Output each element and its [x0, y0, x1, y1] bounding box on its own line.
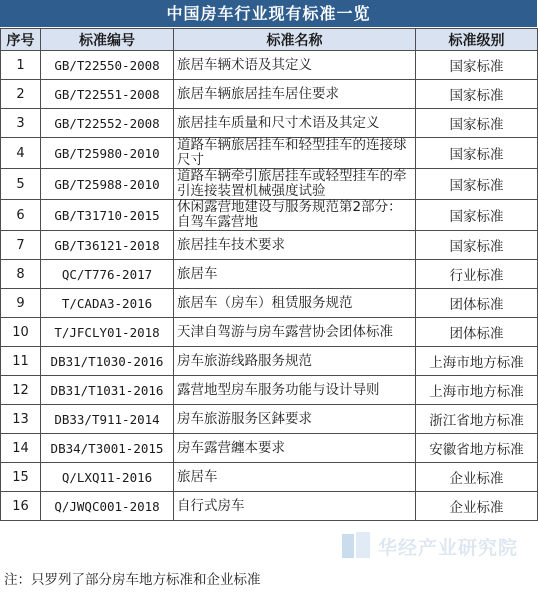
cell-level: 企业标准 [416, 463, 538, 492]
table-row [1, 376, 538, 405]
cell-name: 天津自驾游与房车露营协会团体标准 [174, 318, 416, 347]
cell-name: 房车露营纏本要求 [174, 434, 416, 463]
cell-code: GB/T25980-2010 [41, 138, 174, 169]
hj-logo-icon [340, 530, 374, 560]
table-row [1, 138, 538, 169]
cell-index: 8 [1, 260, 41, 289]
cell-name: 房车旅游线路服务规范 [174, 347, 416, 376]
cell-name: 旅居车（房车）租赁服务规范 [174, 289, 416, 318]
table-row [1, 405, 538, 434]
cell-index: 15 [1, 463, 41, 492]
table-row [1, 347, 538, 376]
cell-name: 休闲露营地建设与服务规范第2部分：自驾车露营地 [174, 200, 416, 231]
table-title: 中国房车行业现有标准一览 [0, 0, 537, 28]
table-row [1, 80, 538, 109]
cell-code: GB/T31710-2015 [41, 200, 174, 231]
cell-code: GB/T22550-2008 [41, 51, 174, 80]
cell-level: 团体标准 [416, 318, 538, 347]
cell-name: 房车旅游服务区鉢要求 [174, 405, 416, 434]
header-name: 标准名称 [174, 29, 416, 51]
cell-code: T/JFCLY01-2018 [41, 318, 174, 347]
cell-level: 上海市地方标准 [416, 376, 538, 405]
cell-level: 国家标准 [416, 80, 538, 109]
header-code: 标准编号 [41, 29, 174, 51]
cell-code: DB33/T911-2014 [41, 405, 174, 434]
cell-level: 国家标准 [416, 138, 538, 169]
table-header-row [1, 29, 538, 51]
cell-level: 行业标准 [416, 260, 538, 289]
cell-code: GB/T22551-2008 [41, 80, 174, 109]
cell-code: Q/JWQC001-2018 [41, 492, 174, 521]
cell-level: 国家标准 [416, 200, 538, 231]
cell-level: 企业标准 [416, 492, 538, 521]
cell-name: 旅居车辆术语及其定义 [174, 51, 416, 80]
footnote: 注：只罗列了部分房车地方标准和企业标准 [4, 572, 261, 588]
watermark-text: 华经产业研究院 [378, 537, 519, 559]
cell-name: 旅居车 [174, 260, 416, 289]
cell-name: 露营地型房车服务功能与设计导则 [174, 376, 416, 405]
cell-code: DB31/T1031-2016 [41, 376, 174, 405]
cell-index: 11 [1, 347, 41, 376]
cell-name: 旅居挂车质量和尺寸术语及其定义 [174, 109, 416, 138]
cell-name: 道路车辆牵引旅居挂车或轻型挂车的牵引连接装置机械强度试验 [174, 169, 416, 200]
cell-name: 旅居车 [174, 463, 416, 492]
cell-level: 团体标准 [416, 289, 538, 318]
cell-index: 9 [1, 289, 41, 318]
watermark [340, 528, 530, 562]
cell-code: GB/T36121-2018 [41, 231, 174, 260]
table-row [1, 51, 538, 80]
cell-name: 道路车辆旅居挂车和轻型挂车的连接球尺寸 [174, 138, 416, 169]
cell-level: 安徽省地方标准 [416, 434, 538, 463]
cell-level: 国家标准 [416, 109, 538, 138]
cell-level: 国家标准 [416, 51, 538, 80]
table-row [1, 200, 538, 231]
table-row [1, 463, 538, 492]
cell-code: GB/T22552-2008 [41, 109, 174, 138]
cell-index: 7 [1, 231, 41, 260]
cell-code: QC/T776-2017 [41, 260, 174, 289]
cell-index: 16 [1, 492, 41, 521]
table-row [1, 231, 538, 260]
table-row [1, 434, 538, 463]
cell-index: 12 [1, 376, 41, 405]
cell-index: 6 [1, 200, 41, 231]
cell-level: 国家标准 [416, 169, 538, 200]
table-row [1, 260, 538, 289]
table-row [1, 318, 538, 347]
cell-index: 1 [1, 51, 41, 80]
table-row [1, 169, 538, 200]
cell-level: 国家标准 [416, 231, 538, 260]
header-index: 序号 [1, 29, 41, 51]
cell-name: 旅居车辆旅居挂车居住要求 [174, 80, 416, 109]
cell-code: T/CADA3-2016 [41, 289, 174, 318]
cell-index: 4 [1, 138, 41, 169]
cell-index: 14 [1, 434, 41, 463]
standards-table [0, 28, 538, 521]
cell-index: 13 [1, 405, 41, 434]
table-row [1, 109, 538, 138]
cell-code: Q/LXQ11-2016 [41, 463, 174, 492]
cell-name: 旅居挂车技术要求 [174, 231, 416, 260]
cell-code: GB/T25988-2010 [41, 169, 174, 200]
header-level: 标准级别 [416, 29, 538, 51]
table-row [1, 289, 538, 318]
cell-index: 3 [1, 109, 41, 138]
cell-index: 2 [1, 80, 41, 109]
cell-index: 10 [1, 318, 41, 347]
cell-name: 自行式房车 [174, 492, 416, 521]
cell-code: DB31/T1030-2016 [41, 347, 174, 376]
cell-level: 浙江省地方标准 [416, 405, 538, 434]
table-row [1, 492, 538, 521]
cell-level: 上海市地方标准 [416, 347, 538, 376]
cell-code: DB34/T3001-2015 [41, 434, 174, 463]
cell-index: 5 [1, 169, 41, 200]
